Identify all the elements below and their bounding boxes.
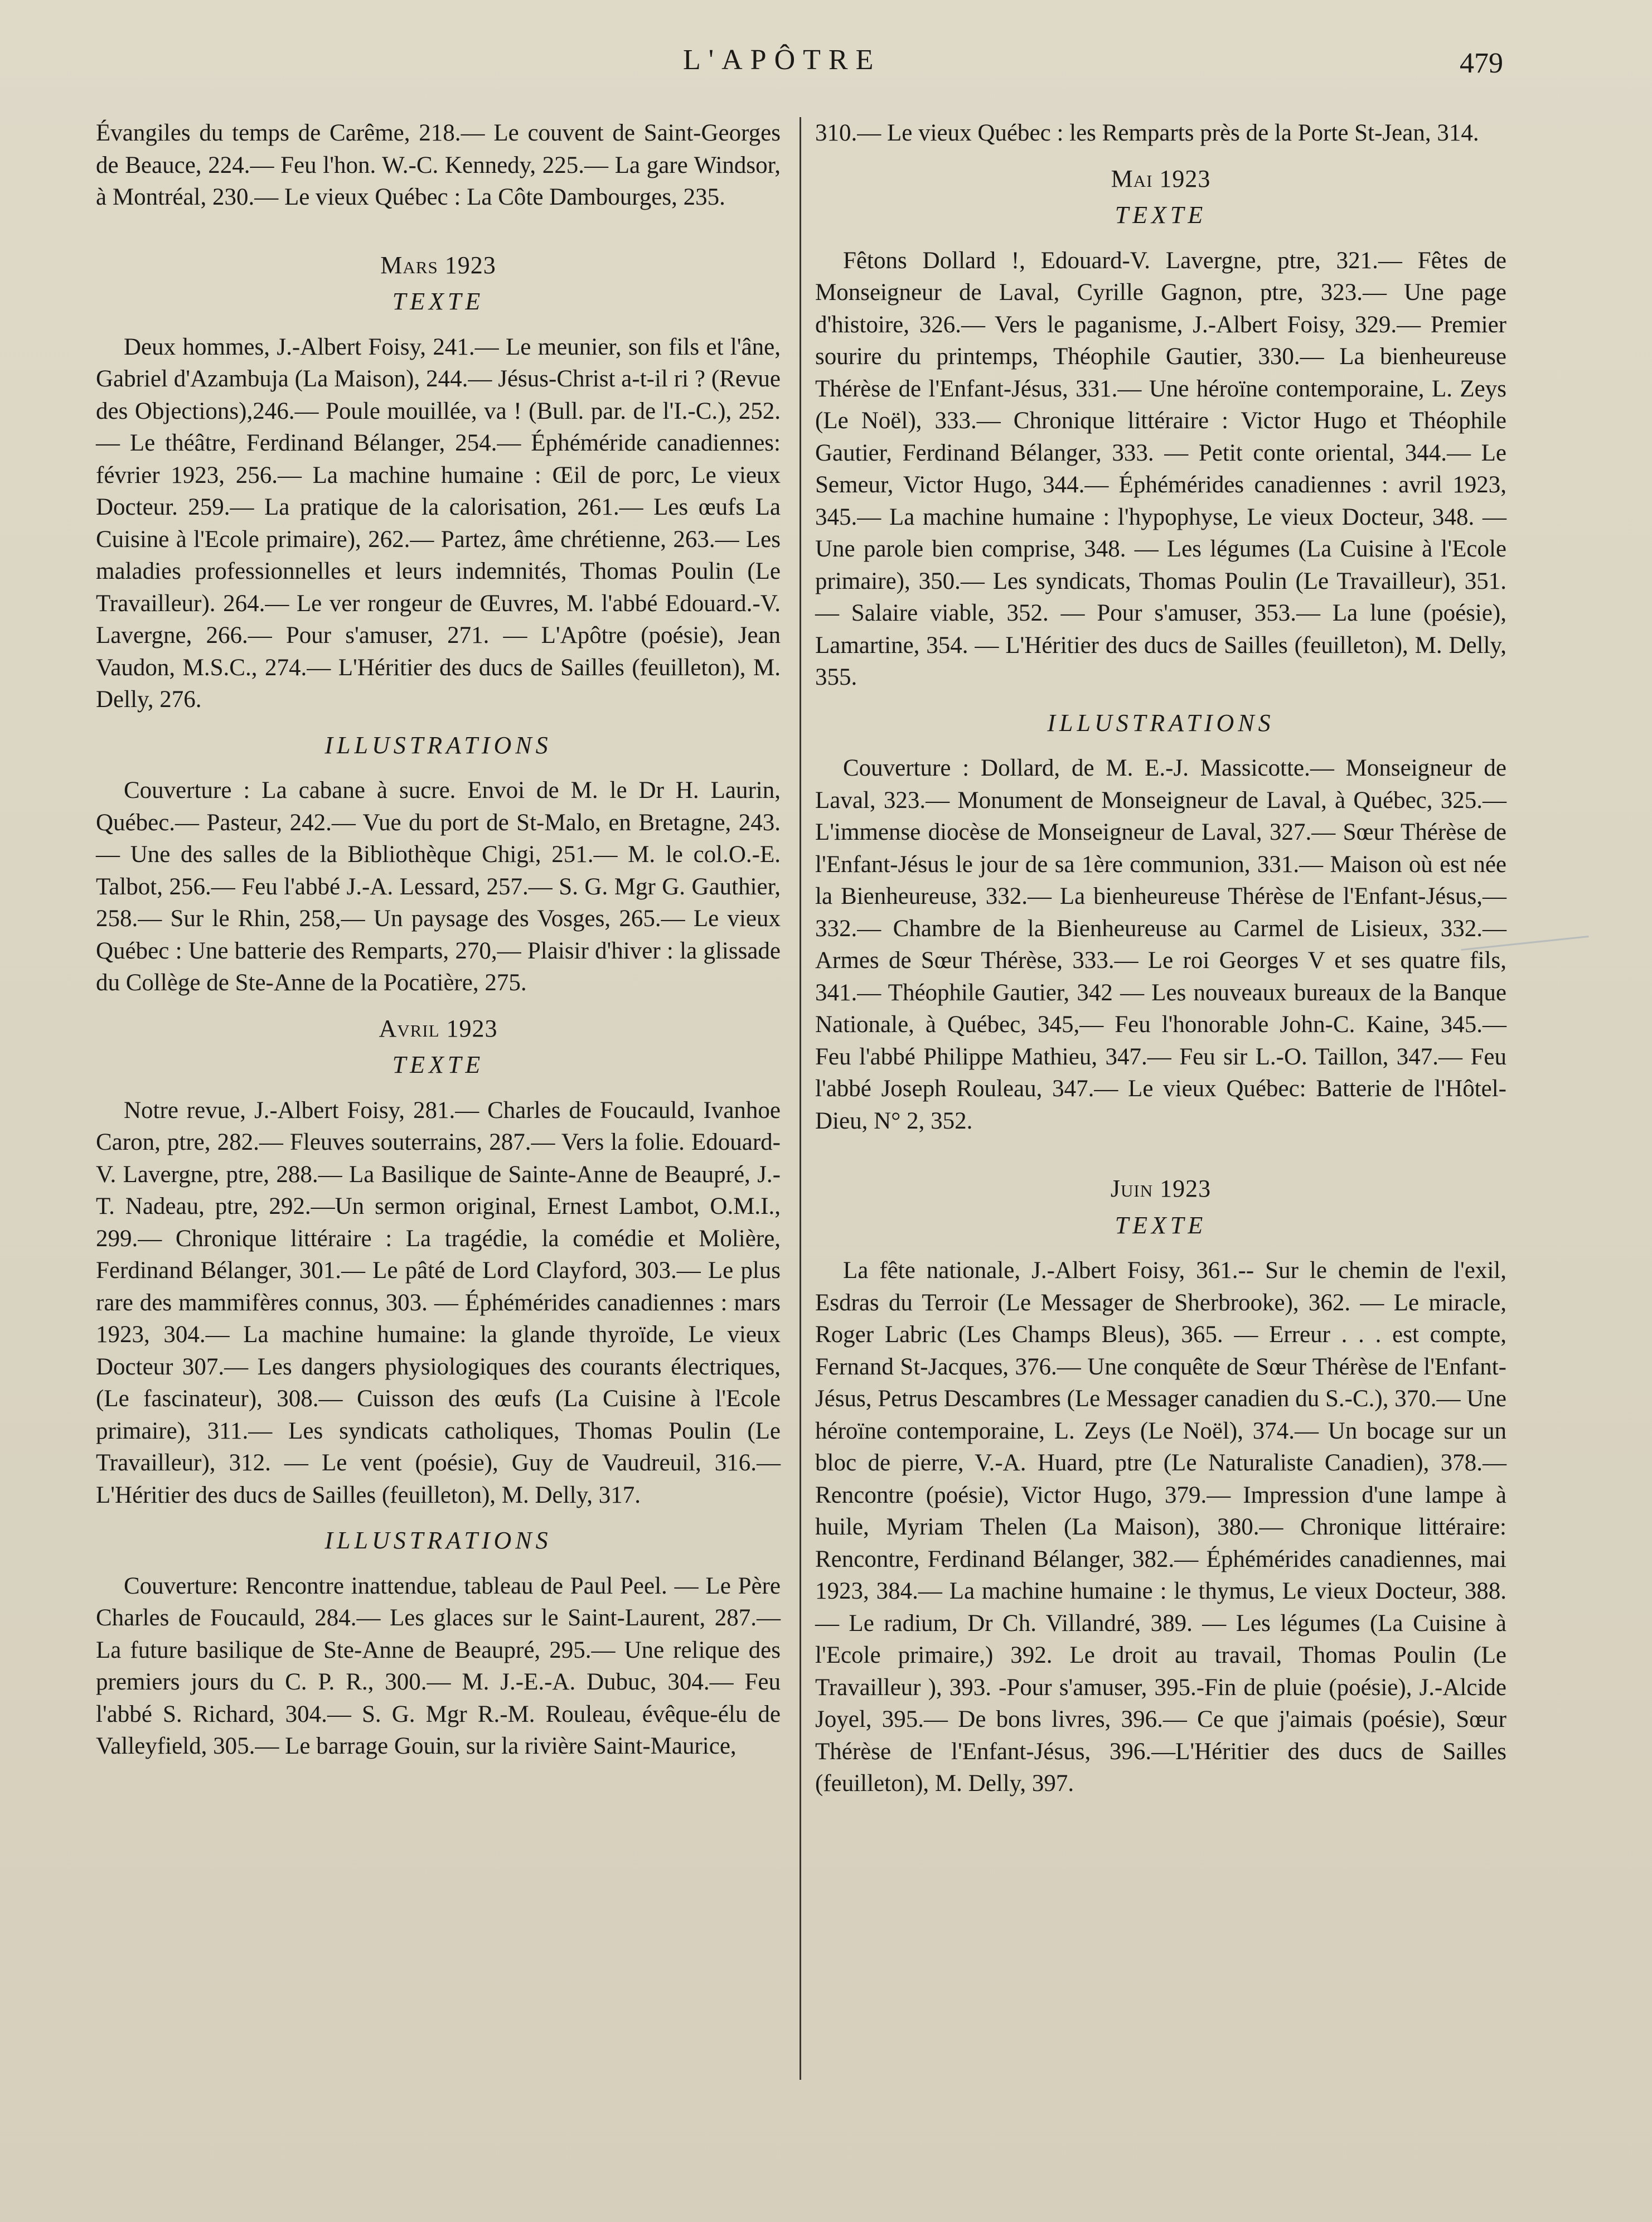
texte-juin-paragraph: La fête nationale, J.-Albert Foisy, 361.-- Sur le chemin de l'exil, Esdras du Terroir (Le Messager de Sherbrooke), 362. — Le miracle, Roger Labric (Les Champs Bleus), 365. — Erreur . . . est compte, Fernand St-Jacques, 376.— Une conquête de Sœur Thérèse de l'Enfant-Jésus, Petrus Descambres (Le Messager canadien du S.-C.), 370.— Une héroïne contemporaine, L. Zeys (Le Noël), 374.— Un bocage sur un bloc de pierre, V.-A. Huard, ptre (Le Naturaliste Canadien), 378.—Rencontre (poésie), Victor Hugo, 379.— Impression d'une lampe à huile, Myriam Thelen (La Maison), 380.— Chronique littéraire: Rencontre, Ferdinand Bélanger, 382.— Éphémérides canadiennes, mai 1923, 384.— La machine humaine : le thymus, Le vieux Docteur, 388.— Le radium, Dr Ch. Villandré, 389. — Les légumes (La Cuisine à l'Ecole primaire,) 392. Le droit au travail, Thomas Poulin (Le Travailleur ), 393. -Pour s'amuser, 395.-Fin de pluie (poésie), J.-Alcide Joyel, 395.— De bons livres, 396.— Ce que j'aimais (poésie), Sœur Thérèse de l'Enfant-Jésus, 396.—L'Héritier des ducs de Sailles (feuilleton), M. Delly, 397. — [815, 1257, 1506, 1797]
month-heading-mars: Mars 1923 — [380, 251, 496, 279]
page-number: 479 — [1460, 47, 1503, 79]
month-heading-juin: Juin 1923 — [1110, 1175, 1212, 1202]
left-column — [96, 117, 781, 1763]
illustrations-mai-paragraph: Couverture : Dollard, de M. E.-J. Massicotte.— Monseigneur de Laval, 323.— Monument de Monseigneur de Laval, à Québec, 325.— L'immense diocèse de Monseigneur de Laval, 327.— Sœur Thérèse de l'Enfant-Jésus le jour de sa 1ère communion, 331.— Maison où est née la Bienheureuse, 332.— La bienheureuse Thérèse de l'Enfant-Jésus,—332.— Chambre de la Bienheureuse au Carmel de Lisieux, 332.— Armes de Sœur Thérèse, 333.— Le roi Georges V et ses quatre fils, 341.— Théophile Gautier, 342 — Les nouveaux bureaux de la Banque Nationale, à Québec, 345,— Feu l'honorable John-C. Kaine, 345.— Feu l'abbé Philippe Mathieu, 347.— Feu sir L.-O. Taillon, 347.— Feu l'abbé Joseph Rouleau, 347.— Le vieux Québec: Batterie de l'Hôtel-Dieu, N° 2, 352. — [815, 755, 1506, 1134]
section-heading-texte-juin: TEXTE — [1115, 1211, 1207, 1239]
running-head — [0, 43, 1652, 88]
section-heading-illustrations-mai: ILLUSTRATIONS — [1047, 709, 1275, 737]
month-heading-mai: Mai 1923 — [1111, 164, 1211, 192]
texte-avril-paragraph: Notre revue, J.-Albert Foisy, 281.— Charles de Foucauld, Ivanhoe Caron, ptre, 282.— Fleuves souterrains, 287.— Vers la folie. Edouard-V. Lavergne, ptre, 288.— La Basilique de Sainte-Anne de Beaupré, J.-T. Nadeau, ptre, 292.—Un sermon original, Ernest Lambot, O.M.I., 299.— Chronique littéraire : La tragédie, la comédie et Molière, Ferdinand Bélanger, 301.— Le pâté de Lord Clayford, 303.— Le plus rare des mammifères connus, 303. — Éphémérides canadiennes : mars 1923, 304.— La machine humaine: la glande thyroïde, Le vieux Docteur 307.— Les dangers physiologiques des courants électriques, (Le fascinateur), 308.— Cuisson des œufs (La Cuisine à l'Ecole primaire), 311.— Les syndicats catholiques, Thomas Poulin (Le Travailleur), 312. — Le vent (poésie), Guy de Vaudreuil, 316.— L'Héritier des ducs de Sailles (feuilleton), M. Delly, 317. — [96, 1097, 781, 1508]
texte-mars-paragraph: Deux hommes, J.-Albert Foisy, 241.— Le meunier, son fils et l'âne, Gabriel d'Azambuja (La Maison), 244.— Jésus-Christ a-t-il ri ? (Revue des Objections),246.— Poule mouillée, va ! (Bull. par. de l'I.-C.), 252.— Le théâtre, Ferdinand Bélanger, 254.— Éphéméride canadiennes: février 1923, 256.— La machine humaine : Œil de porc, Le vieux Docteur. 259.— La pratique de la calorisation, 261.— Les œufs La Cuisine à l'Ecole primaire), 262.— Partez, âme chrétienne, 263.— Les maladies professionnelles et leurs indemnités, Thomas Poulin (Le Travailleur). 264.— Le ver rongeur de Œuvres, M. l'abbé Edouard.-V. Lavergne, 266.— Pour s'amuser, 271. — L'Apôtre (poésie), Jean Vaudon, M.S.C., 274.— L'Héritier des ducs de Sailles (feuilleton), M. Delly, 276. — [96, 333, 781, 713]
illustrations-mars-paragraph: Couverture : La cabane à sucre. Envoi de M. le Dr H. Laurin, Québec.— Pasteur, 242.— Vue du port de St-Malo, en Bretagne, 243.— Une des salles de la Bibliothèque Chigi, 251.— M. le col.O.-E. Talbot, 256.— Feu l'abbé J.-A. Lessard, 257.— S. G. Mgr G. Gauthier, 258.— Sur le Rhin, 258,— Un paysage des Vosges, 265.— Le vieux Québec : Une batterie des Remparts, 270,— Plaisir d'hiver : la glissade du Collège de Ste-Anne de la Pocatière, 275. — [96, 777, 781, 996]
illustrations-avril-paragraph: Couverture: Rencontre inattendue, tableau de Paul Peel. — Le Père Charles de Foucauld, 284.— Les glaces sur le Saint-Laurent, 287.— La future basilique de Ste-Anne de Beaupré, 295.— Une relique des premiers jours du C. P. R., 300.— M. J.-E.-A. Dubuc, 304.— Feu l'abbé S. Richard, 304.— S. G. Mgr R.-M. Rouleau, évêque-élu de Valleyfield, 305.— Le barrage Gouin, sur la rivière Saint-Maurice, — [96, 1572, 781, 1759]
texte-mai-paragraph: Fêtons Dollard !, Edouard-V. Lavergne, ptre, 321.— Fêtes de Monseigneur de Laval, Cyrille Gagnon, ptre, 323.— Une page d'histoire, 326.— Vers le paganisme, J.-Albert Foisy, 329.— Premier sourire du printemps, Théophile Gautier, 330.— La bienheureuse Thérèse de l'Enfant-Jésus, 331.— Une héroïne contemporaine, L. Zeys (Le Noël), 333.— Chronique littéraire : Victor Hugo et Théophile Gautier, Ferdinand Bélanger, 333. — Petit conte oriental, 344.— Le Semeur, Victor Hugo, 344.— Éphémérides canadiennes : avril 1923, 345.— La machine humaine : l'hypophyse, Le vieux Docteur, 348. — Une parole bien comprise, 348. — Les légumes (La Cuisine à l'Ecole primaire), 350.— Les syndicats, Thomas Poulin (Le Travailleur), 351.— Salaire viable, 352. — Pour s'amuser, 353.— La lune (poésie), Lamartine, 354. — L'Héritier des ducs de Sailles (feuilleton), M. Delly, 355. — [815, 247, 1506, 690]
section-heading-texte-avril: TEXTE — [392, 1051, 485, 1078]
section-heading-illustrations-mars: ILLUSTRATIONS — [324, 731, 552, 759]
right-column — [815, 117, 1506, 1800]
column-divider — [800, 117, 801, 2080]
section-heading-texte-mars: TEXTE — [392, 288, 485, 315]
running-title: L'APÔTRE — [683, 44, 881, 76]
month-heading-avril: Avril 1923 — [379, 1014, 498, 1042]
section-heading-illustrations-avril: ILLUSTRATIONS — [324, 1527, 552, 1554]
right-intro-paragraph: 310.— Le vieux Québec : les Remparts près de la Porte St-Jean, 314. — [815, 120, 1479, 146]
section-heading-texte-mai: TEXTE — [1115, 201, 1207, 229]
left-intro-paragraph: Évangiles du temps de Carême, 218.— Le couvent de Saint-Georges de Beauce, 224.— Feu l'hon. W.-C. Kennedy, 225.— La gare Windsor, à Montréal, 230.— Le vieux Québec : La Côte Dambourges, 235. — [96, 120, 781, 210]
